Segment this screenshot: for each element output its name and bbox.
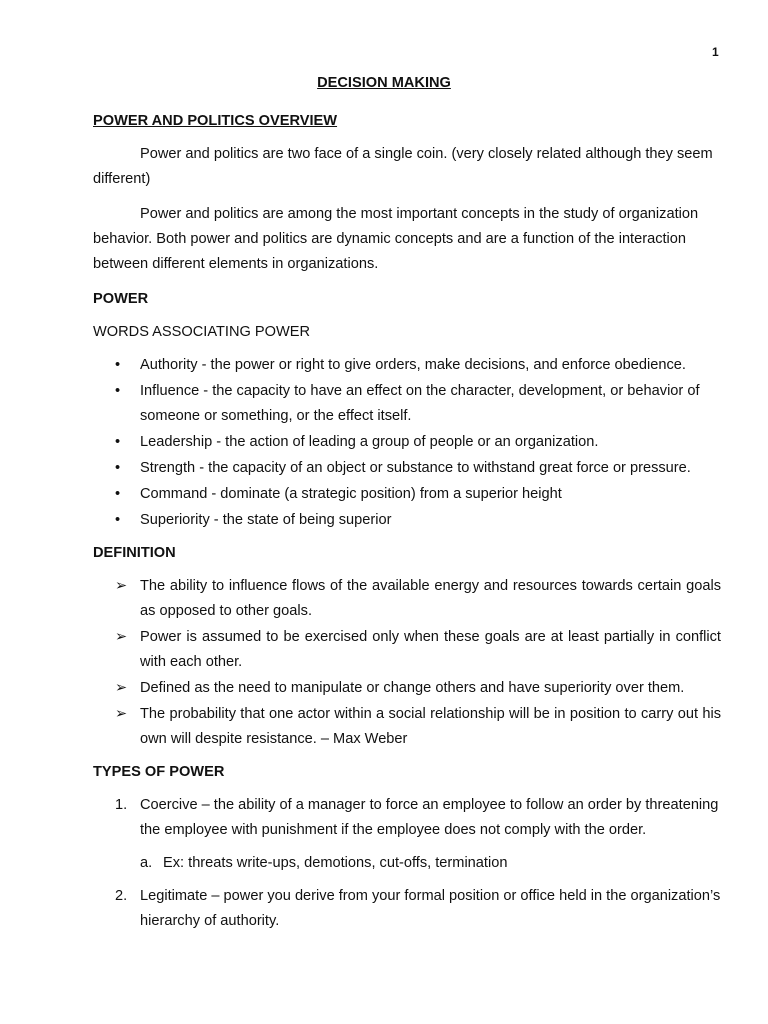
bullet-marker: • [115,434,121,450]
list-item [93,676,721,701]
list-item-text: The ability to influence flows of the available energy and resources towards certain goals as opposed to other goals. [140,578,721,619]
coercive-sublist [93,851,721,876]
bullet-marker: • [115,383,121,399]
bullet-marker: • [115,486,121,502]
arrow-bullet-icon: ➢ [115,578,128,594]
list-item [93,353,721,378]
document-title: DECISION MAKING [317,75,451,91]
list-item [93,574,721,624]
definition-list [93,574,721,752]
list-item-text: Power is assumed to be exercised only when these goals are at least partially in conflict with each other. [140,629,721,670]
bullet-marker: • [115,512,121,528]
list-item-text: Strength - the capacity of an object or substance to withstand great force or pressure. [140,460,691,476]
list-item [93,793,721,843]
power-words-list [93,353,721,533]
list-letter: a. [140,855,153,871]
list-item [93,456,721,481]
list-item [93,379,721,429]
types-of-power-list [93,793,721,843]
list-item-text: Legitimate – power you derive from your formal position or office held in the organization’s hierarchy of authority. [140,888,721,929]
list-item-text: Command - dominate (a strategic position) from a superior height [140,486,562,502]
list-item-text: The probability that one actor within a social relationship will be in position to carry out his own will despite resistance. – Max Weber [140,706,721,747]
list-item-text: Authority - the power or right to give orders, make decisions, and enforce obedience. [140,357,686,373]
list-item [93,625,721,675]
list-item-text: Defined as the need to manipulate or change others and have superiority over them. [140,680,685,696]
list-item [93,430,721,455]
types-of-power-list-continued [93,884,721,934]
types-heading: TYPES OF POWER [93,764,225,780]
arrow-bullet-icon: ➢ [115,706,128,722]
arrow-bullet-icon: ➢ [115,629,128,645]
list-item-text: Leadership - the action of leading a group of people or an organization. [140,434,599,450]
list-number: 1. [115,797,128,813]
list-item [93,702,721,752]
list-item-text: Coercive – the ability of a manager to force an employee to follow an order by threatening the employee with punishment if the employee does not comply with the order. [140,797,719,838]
list-number: 2. [115,888,128,904]
overview-heading: POWER AND POLITICS OVERVIEW [93,113,338,129]
page-number: 1 [712,45,719,59]
list-item-text: Influence - the capacity to have an effect on the character, development, or behavior of someone or something, or the effect itself. [140,383,700,424]
overview-paragraph: Power and politics are two face of a single coin. (very closely related although they seem different) [93,146,713,187]
overview-paragraph: Power and politics are among the most important concepts in the study of organization behavior. Both power and politics are dynamic concepts and are a function of the interaction between different elements in organizations. [93,206,699,272]
power-heading: POWER [93,291,149,307]
list-item-text: Ex: threats write-ups, demotions, cut-offs, termination [163,855,508,871]
arrow-bullet-icon: ➢ [115,680,128,696]
bullet-marker: • [115,460,121,476]
list-item [93,851,721,876]
list-item [93,482,721,507]
list-item-text: Superiority - the state of being superior [140,512,392,528]
power-subheading: WORDS ASSOCIATING POWER [93,324,311,340]
bullet-marker: • [115,357,121,373]
list-item [93,884,721,934]
definition-heading: DEFINITION [93,545,176,561]
document-body [93,109,721,942]
list-item [93,508,721,533]
